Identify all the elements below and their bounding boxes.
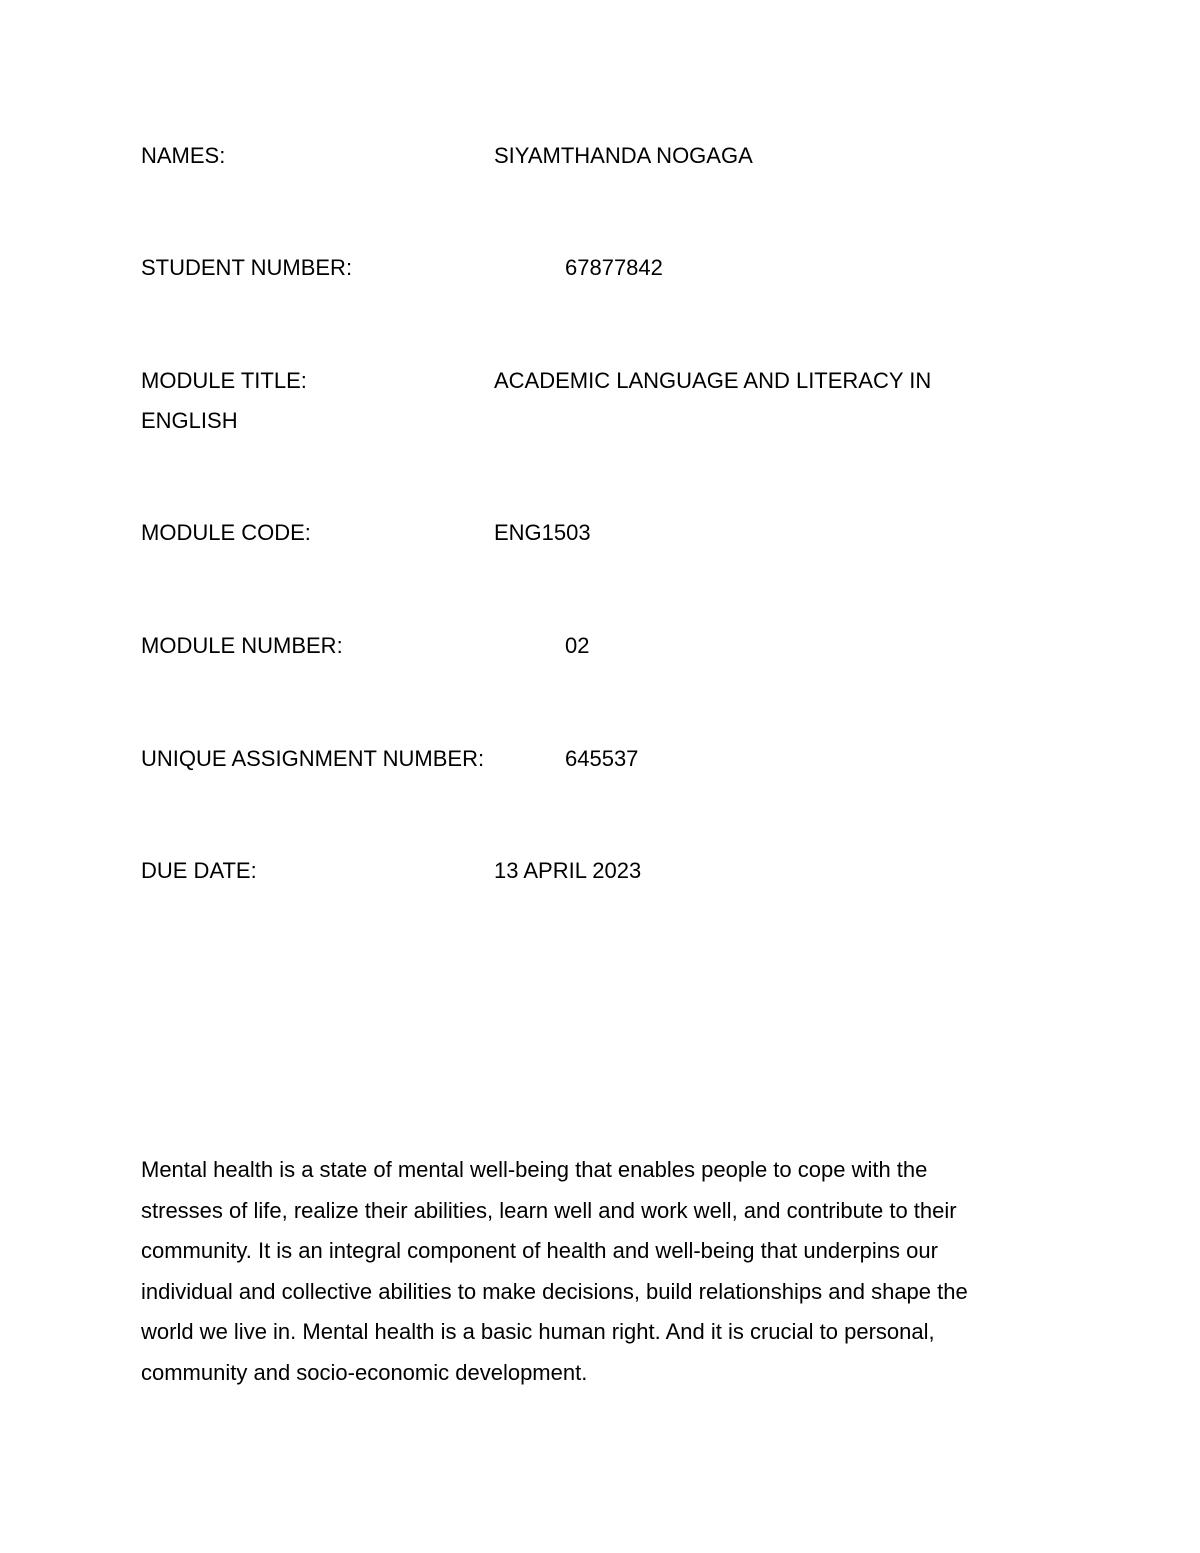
names-value: SIYAMTHANDA NOGAGA [494,143,753,168]
module-code-value: ENG1503 [494,520,591,545]
module-number-label: MODULE NUMBER: [141,633,343,658]
student-number-label: STUDENT NUMBER: [141,255,353,280]
body-line: world we live in. Mental health is a basic human right. And it is crucial to personal, [141,1319,935,1345]
module-code-label: MODULE CODE: [141,520,311,545]
body-line: individual and collective abilities to make decisions, build relationships and shape the [141,1278,968,1304]
body-line: Mental health is a state of mental well-being that enables people to cope with the [141,1157,928,1182]
module-title-value-continued: ENGLISH [141,408,238,433]
body-line: community. It is an integral component of health and well-being that underpins our [141,1238,938,1264]
body-paragraph [141,1150,1041,1394]
due-date-label: DUE DATE: [141,858,257,883]
names-label: NAMES: [141,143,226,168]
body-line: community and socio-economic development. [141,1359,588,1385]
student-number-value: 67877842 [565,255,663,280]
module-title-value: ACADEMIC LANGUAGE AND LITERACY IN [494,368,932,393]
unique-assignment-number-value: 645537 [565,746,639,771]
module-number-value: 02 [565,633,590,658]
body-line: stresses of life, realize their abilities, learn well and work well, and contribute to their [141,1197,957,1223]
due-date-value: 13 APRIL 2023 [494,858,642,883]
unique-assignment-number-label: UNIQUE ASSIGNMENT NUMBER: [141,746,485,771]
module-title-label: MODULE TITLE: [141,368,307,393]
